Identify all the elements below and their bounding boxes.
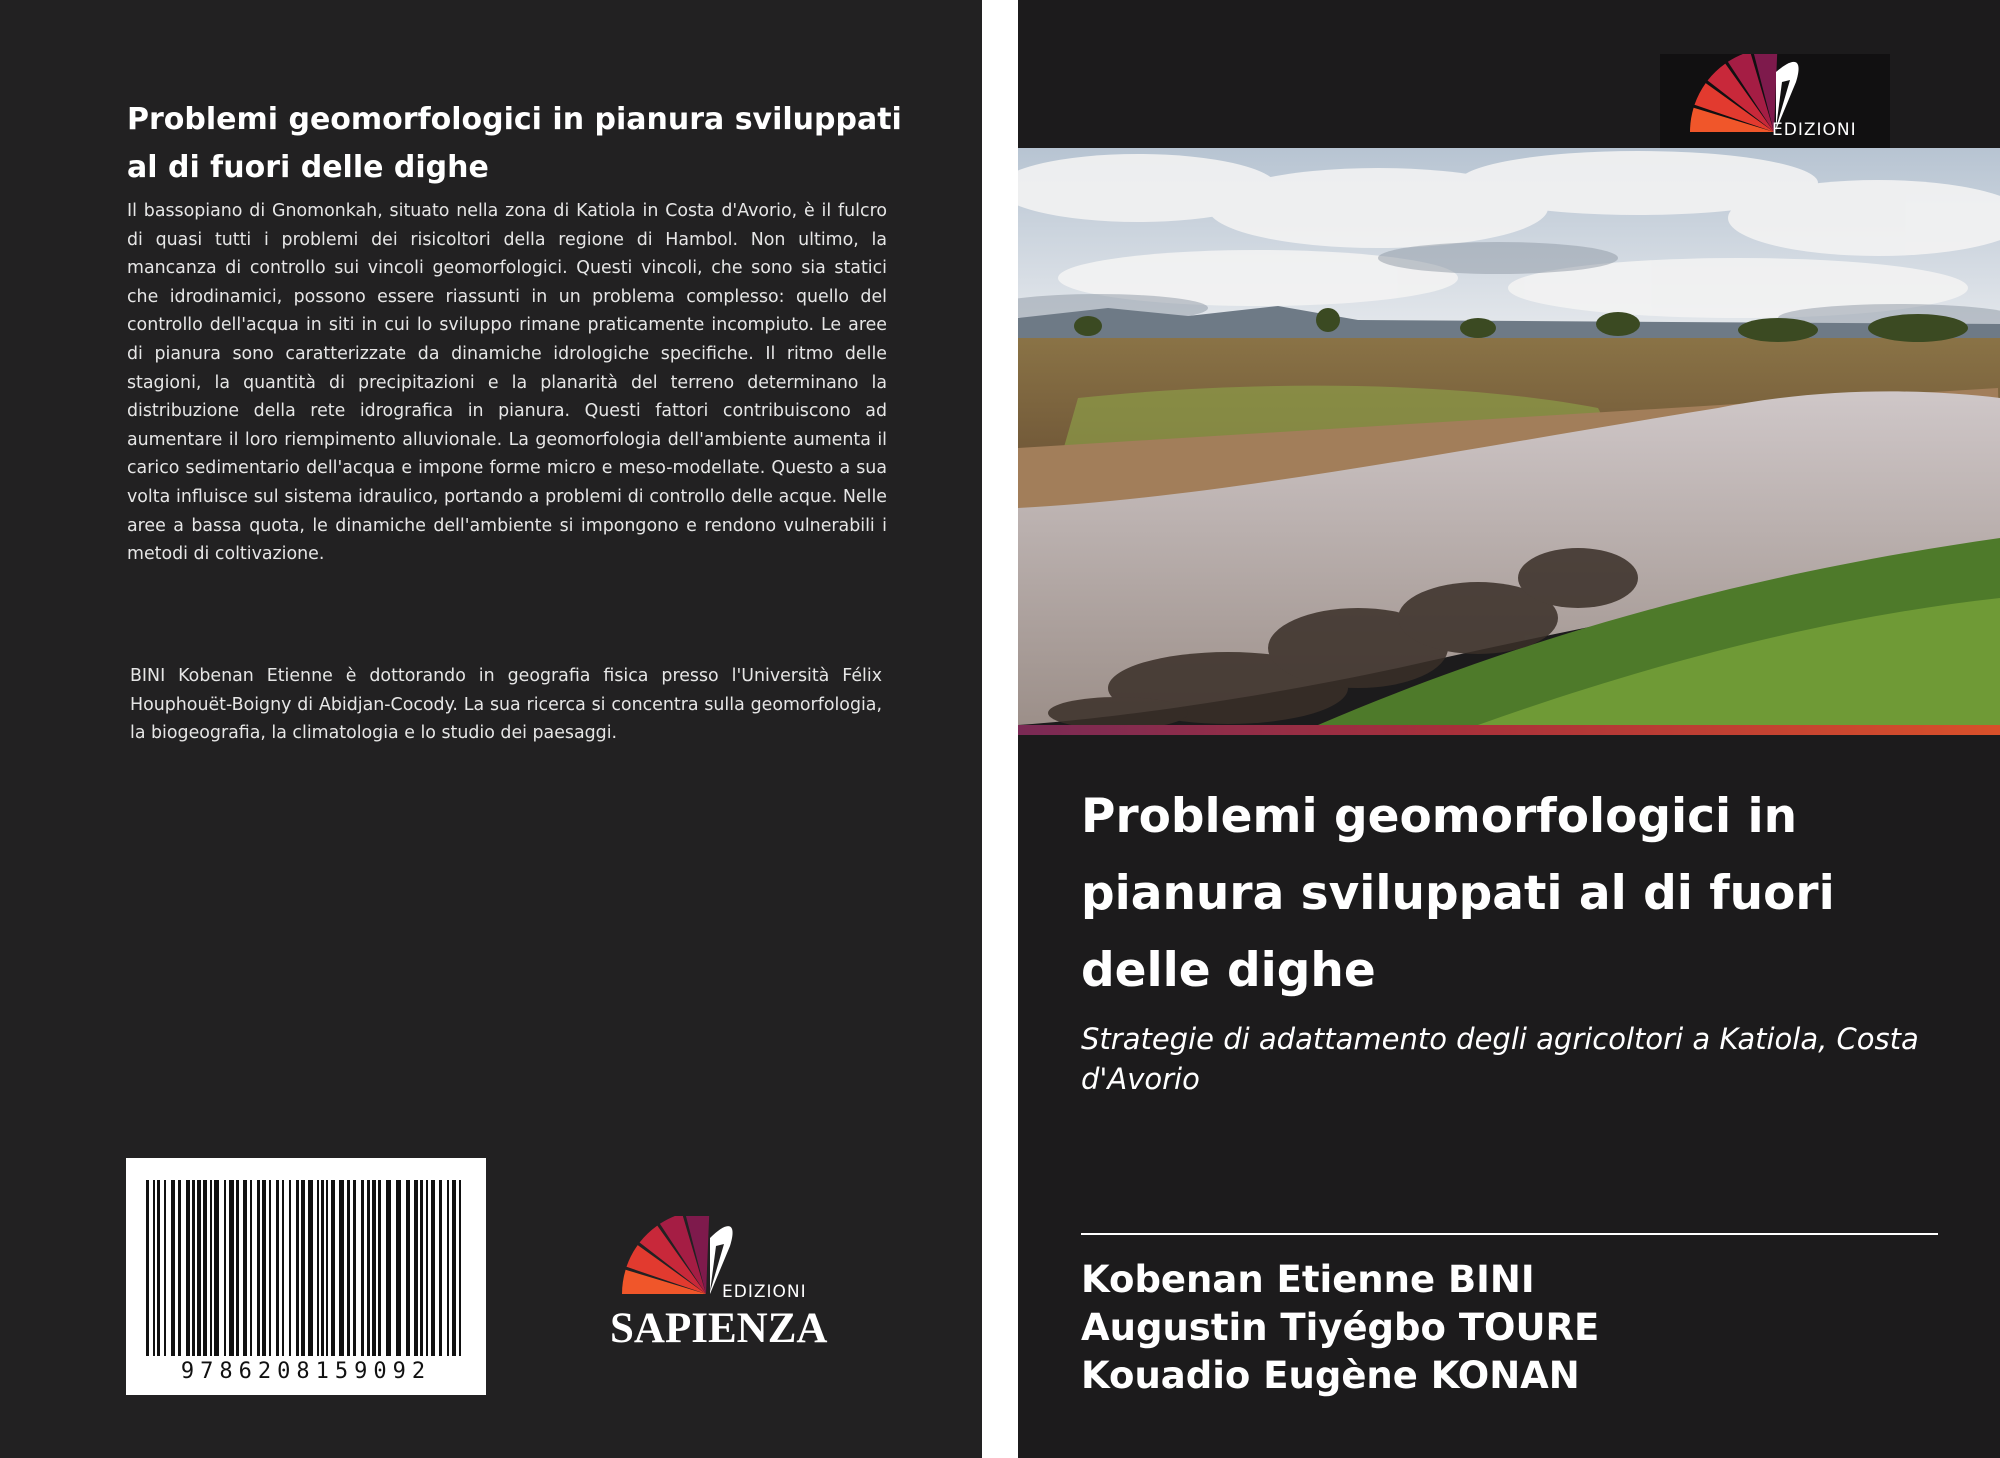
back-cover-description: Il bassopiano di Gnomonkah, situato nella zona di Katiola in Costa d'Avorio, è il fulcro di quasi tutti i problemi dei risicoltori della regione di Hambol. Non ultimo, la mancanza di controllo sui vincoli geomorfologici. Questi vincoli, che sono sia statici che idrodinamici, possono essere riassunti in un problema complesso: quello del controllo dell'acqua in siti in cui lo sviluppo rimane praticamente incompiuto. Le aree di pianura sono caratterizzate da dinamiche idrologiche specifiche. Il ritmo delle stagioni, la quantità di precipitazioni e la planarità del terreno determinano la distribuzione della rete idrografica in pianura. Questi fattori contribuiscono ad aumentare il loro riempimento alluvionale. La geomorfologia dell'ambiente aumenta il carico sedimentario dell'acqua e impone forme micro e meso-modellate. Questo a sua volta influisce sul sistema idraulico, portando a problemi di controllo delle acque. Nelle aree a bassa quota, le dinamiche dell'ambiente si impongono e rendono vulnerabili i metodi di coltivazione. — [127, 201, 887, 565]
sapienza-label: SAPIENZA — [610, 1305, 828, 1352]
barcode-bar — [406, 1180, 410, 1356]
barcode-bar — [367, 1180, 370, 1356]
barcode-bar — [146, 1180, 149, 1356]
barcode-bar — [326, 1180, 328, 1356]
barcode-bar — [214, 1180, 219, 1356]
barcode-bar — [229, 1180, 234, 1356]
isbn-barcode — [126, 1158, 486, 1395]
back-cover-title: Problemi geomorfologici in pianura sviluppati al di fuori delle dighe — [127, 102, 902, 185]
barcode-bar — [203, 1180, 207, 1356]
barcode-bar — [321, 1180, 324, 1356]
barcode-bar — [224, 1180, 226, 1356]
barcode-bar — [347, 1180, 350, 1356]
author-list — [1081, 1256, 1599, 1400]
barcode-bar — [317, 1180, 319, 1356]
barcode-bar — [257, 1180, 260, 1356]
barcode-bar — [301, 1180, 305, 1356]
front-cover-subtitle: Strategie di adattamento degli agricoltori a Katiola, Costa d'Avorio — [1081, 1022, 1919, 1096]
back-cover — [0, 0, 982, 1458]
barcode-bar — [296, 1180, 299, 1356]
accent-stripe — [1018, 725, 2000, 735]
barcode-bar — [276, 1180, 279, 1356]
barcode-bar — [192, 1180, 195, 1356]
barcode-bar — [197, 1180, 201, 1356]
barcode-digits: 9786208159092 — [180, 1359, 432, 1384]
edizioni-label: EDIZIONI — [722, 1282, 807, 1302]
barcode-bar — [282, 1180, 284, 1356]
author-name: Kobenan Etienne BINI — [1081, 1258, 1535, 1301]
edizioni-label: EDIZIONI — [1772, 120, 1857, 140]
barcode-bar — [378, 1180, 381, 1356]
barcode-bar — [439, 1180, 442, 1356]
divider — [1081, 1233, 1938, 1235]
barcode-bar — [178, 1180, 181, 1356]
barcode-bar — [372, 1180, 376, 1356]
river-landscape-photo — [1018, 148, 2000, 725]
barcode-bar — [459, 1180, 461, 1356]
barcode-bar — [386, 1180, 391, 1356]
barcode-bar — [414, 1180, 418, 1356]
barcode-bar — [396, 1180, 401, 1356]
barcode-bar — [308, 1180, 313, 1356]
barcode-bar — [452, 1180, 456, 1356]
barcode-bar — [269, 1180, 271, 1356]
front-cover-title: Problemi geomorfologici in pianura sviluppati al di fuori delle dighe — [1081, 789, 1835, 998]
barcode-bar — [353, 1180, 356, 1356]
barcode-bar — [250, 1180, 252, 1356]
barcode-bar — [420, 1180, 423, 1356]
barcode-bar — [262, 1180, 266, 1356]
barcode-bar — [331, 1180, 335, 1356]
barcode-bar — [289, 1180, 291, 1356]
barcode-bar — [186, 1180, 190, 1356]
barcode-bar — [164, 1180, 166, 1356]
author-name: Kouadio Eugène KONAN — [1081, 1354, 1580, 1397]
barcode-bar — [361, 1180, 364, 1356]
author-bio: BINI Kobenan Etienne è dottorando in geografia fisica presso l'Università Félix Houphouët-Boigny di Abidjan-Cocody. La sua ricerca si concentra sulla geomorfologia, la biogeografia, la climatologia e lo studio dei paesaggi. — [130, 666, 882, 744]
barcode-bar — [236, 1180, 239, 1356]
barcode-bar — [426, 1180, 428, 1356]
author-name: Augustin Tiyégbo TOURE — [1081, 1306, 1600, 1349]
barcode-bar — [171, 1180, 175, 1356]
barcode-bar — [339, 1180, 344, 1356]
barcode-bar — [157, 1180, 160, 1356]
barcode-bar — [243, 1180, 247, 1356]
barcode-bar — [447, 1180, 449, 1356]
publisher-logo-back — [598, 1216, 828, 1352]
barcode-bar — [210, 1180, 212, 1356]
barcode-bar — [153, 1180, 155, 1356]
barcode-bar — [431, 1180, 435, 1356]
